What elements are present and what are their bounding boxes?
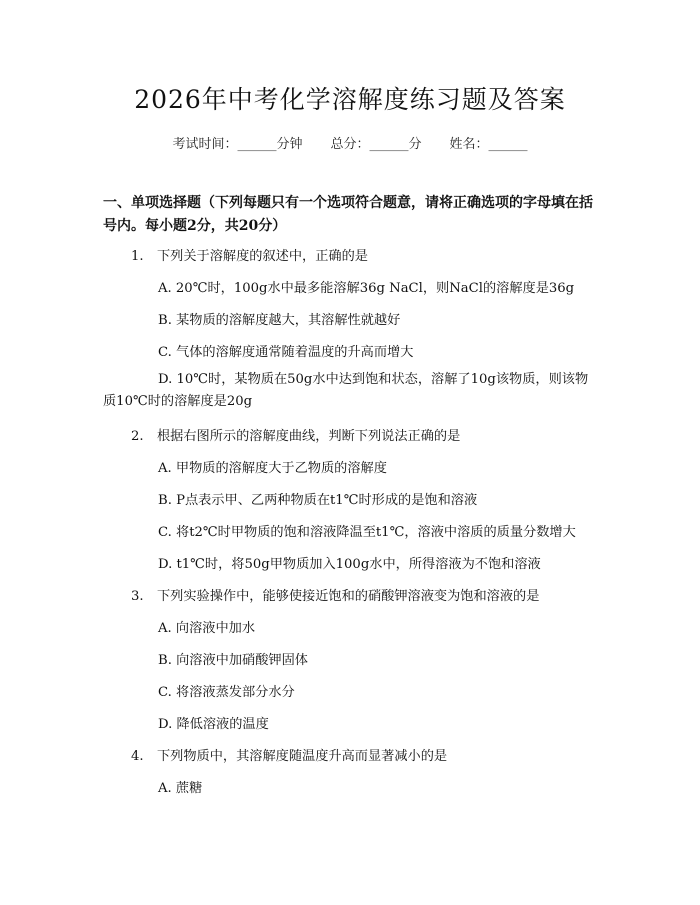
question-1-option-d: D. 10℃时，某物质在50g水中达到饱和状态，溶解了10g该物质，则该物质10℃时的溶解度是20g [103,372,589,409]
question-1-option-c: C. 气体的溶解度通常随着温度的升高而增大 [158,345,414,360]
question-2-option-b: B. P点表示甲、乙两种物质在t1℃时形成的是饱和溶液 [158,493,478,508]
page-title: 2026年中考化学溶解度练习题及答案 [134,85,566,114]
exam-info-line [0,133,700,152]
question-number: 4. [131,749,144,764]
section-heading-single-choice: 一、单项选择题（下列每题只有一个选项符合题意，请将正确选项的字母填在括号内。每小题2分，共20分） [103,195,593,234]
question-1-option-a: A. 20℃时，100g水中最多能溶解36g NaCl，则NaCl的溶解度是36g [158,281,575,296]
question-3 [131,585,539,604]
question-2-option-a: A. 甲物质的溶解度大于乙物质的溶解度 [158,461,387,476]
question-2 [131,425,460,444]
question-2-option-d: D. t1℃时，将50g甲物质加入100g水中，所得溶液为不饱和溶液 [158,557,541,572]
total-score-field: 总分：______分 [330,137,422,152]
question-3-option-a: A. 向溶液中加水 [158,621,256,636]
question-2-option-c: C. 将t2℃时甲物质的饱和溶液降温至t1℃，溶液中溶质的质量分数增大 [158,525,576,540]
question-4 [131,745,447,764]
question-3-option-d: D. 降低溶液的温度 [158,717,269,732]
question-3-option-c: C. 将溶液蒸发部分水分 [158,685,295,700]
name-field: 姓名：______ [449,137,528,152]
question-stem: 下列实验操作中，能够使接近饱和的硝酸钾溶液变为饱和溶液的是 [157,589,540,604]
question-1 [131,245,368,264]
question-stem: 下列关于溶解度的叙述中，正确的是 [157,249,368,264]
question-number: 2. [131,429,144,444]
question-stem: 根据右图所示的溶解度曲线，判断下列说法正确的是 [157,429,461,444]
exam-time-field: 考试时间：______分钟 [172,137,303,152]
question-stem: 下列物质中，其溶解度随温度升高而显著减小的是 [157,749,448,764]
question-1-option-b: B. 某物质的溶解度越大，其溶解性就越好 [158,313,401,328]
question-4-option-a: A. 蔗糖 [158,781,203,796]
question-3-option-b: B. 向溶液中加硝酸钾固体 [158,653,308,668]
question-number: 1. [131,249,144,264]
question-number: 3. [131,589,144,604]
